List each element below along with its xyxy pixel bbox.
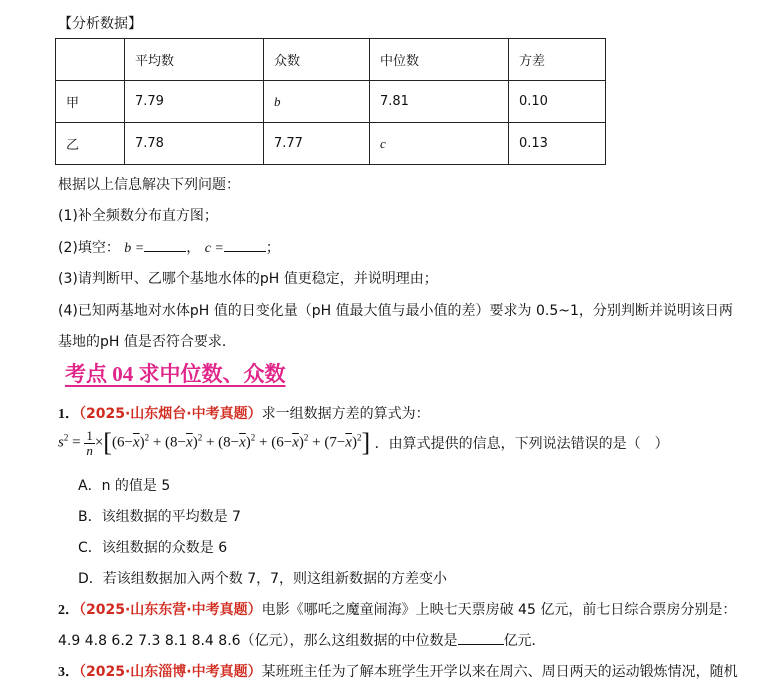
problem-1-formula-line bbox=[58, 428, 669, 464]
answer-blank bbox=[458, 632, 504, 645]
blank-c-label: c = bbox=[204, 241, 224, 256]
question-2-end: ； bbox=[265, 240, 280, 256]
problem-2-line2 bbox=[58, 630, 546, 650]
question-2: (2)填空： b = ， c = ； bbox=[58, 240, 280, 256]
table-cell: b bbox=[264, 81, 370, 123]
problem-2-stem bbox=[58, 599, 736, 619]
option-a: A．n 的值是 5 bbox=[78, 478, 171, 494]
table-header-row bbox=[56, 39, 606, 81]
table-header-mean: 平均数 bbox=[125, 39, 264, 81]
table-cell: 乙 bbox=[56, 123, 125, 165]
table-cell: 7.81 bbox=[370, 81, 509, 123]
table-header-median: 中位数 bbox=[370, 39, 509, 81]
option-d: D．若该组数据加入两个数 7，7，则这组新数据的方差变小 bbox=[78, 571, 448, 587]
answer-blank bbox=[144, 239, 186, 252]
table-cell: 7.79 bbox=[125, 81, 264, 123]
question-1: (1)补全频数分布直方图； bbox=[58, 208, 218, 224]
problem-number: 1． bbox=[58, 407, 79, 422]
problem-text: 电影《哪吒之魔童闹海》上映七天票房破 45 亿元，前七日综合票房分别是： bbox=[261, 602, 737, 618]
table-header-mode: 众数 bbox=[264, 39, 370, 81]
table-cell: 7.77 bbox=[264, 123, 370, 165]
problem-1-stem bbox=[58, 403, 430, 423]
problem-3-stem bbox=[58, 661, 738, 681]
problem-source: （2025·山东烟台·中考真题） bbox=[79, 406, 262, 422]
table-cell: 7.78 bbox=[125, 123, 264, 165]
option-c: C．该组数据的众数是 6 bbox=[78, 540, 228, 556]
problem-number: 3． bbox=[58, 665, 79, 680]
table-cell bbox=[56, 39, 125, 81]
question-4-line2: 基地的pH 值是否符合要求． bbox=[58, 334, 236, 350]
table-header-variance: 方差 bbox=[509, 39, 606, 81]
data-table bbox=[55, 38, 606, 165]
formula-followup: ．由算式提供的信息，下列说法错误的是（ ） bbox=[374, 436, 669, 452]
answer-blank bbox=[224, 239, 266, 252]
option-b: B．该组数据的平均数是 7 bbox=[78, 509, 241, 525]
table-cell: 甲 bbox=[56, 81, 125, 123]
problem-2-unit: 亿元． bbox=[503, 633, 546, 649]
table-cell: c bbox=[370, 123, 509, 165]
problem-number: 2． bbox=[58, 603, 79, 618]
question-2-prefix: (2)填空： bbox=[58, 240, 120, 256]
problem-2-data: 4.9 4.8 6.2 7.3 8.1 8.4 8.6（亿元），那么这组数据的中位数是 bbox=[58, 633, 458, 649]
intro-text: 根据以上信息解决下列问题： bbox=[58, 177, 240, 193]
table-row bbox=[56, 81, 606, 123]
variance-formula: $s^2 = 1$ $n \times[(6-\overline{x})^2 + (8-\overline{x})^2 + (8-\overline{x})^2 + (6-\overline{x})^2 + (7-\overline{x})^2]$ bbox=[58, 427, 371, 458]
blank-b-label: b = bbox=[124, 241, 145, 256]
problem-source: （2025·山东淄博·中考真题） bbox=[79, 664, 262, 680]
table-row bbox=[56, 123, 606, 165]
question-3: (3)请判断甲、乙哪个基地水体的pH 值更稳定，并说明理由； bbox=[58, 271, 438, 287]
table-cell: 0.10 bbox=[509, 81, 606, 123]
problem-text: 求一组数据方差的算式为： bbox=[261, 406, 430, 422]
section-label: 【分析数据】 bbox=[58, 16, 142, 32]
table-cell: 0.13 bbox=[509, 123, 606, 165]
question-4-line1: (4)已知两基地对水体pH 值的日变化量（pH 值最大值与最小值的差）要求为 0.5~1，分别判断并说明该日两 bbox=[58, 303, 733, 319]
section-heading: 考点 04 求中位数、众数 bbox=[65, 362, 286, 386]
problem-source: （2025·山东东营·中考真题） bbox=[79, 602, 262, 618]
problem-text: 某班班主任为了解本班学生开学以来在周六、周日两天的运动锻炼情况，随机 bbox=[261, 664, 738, 680]
